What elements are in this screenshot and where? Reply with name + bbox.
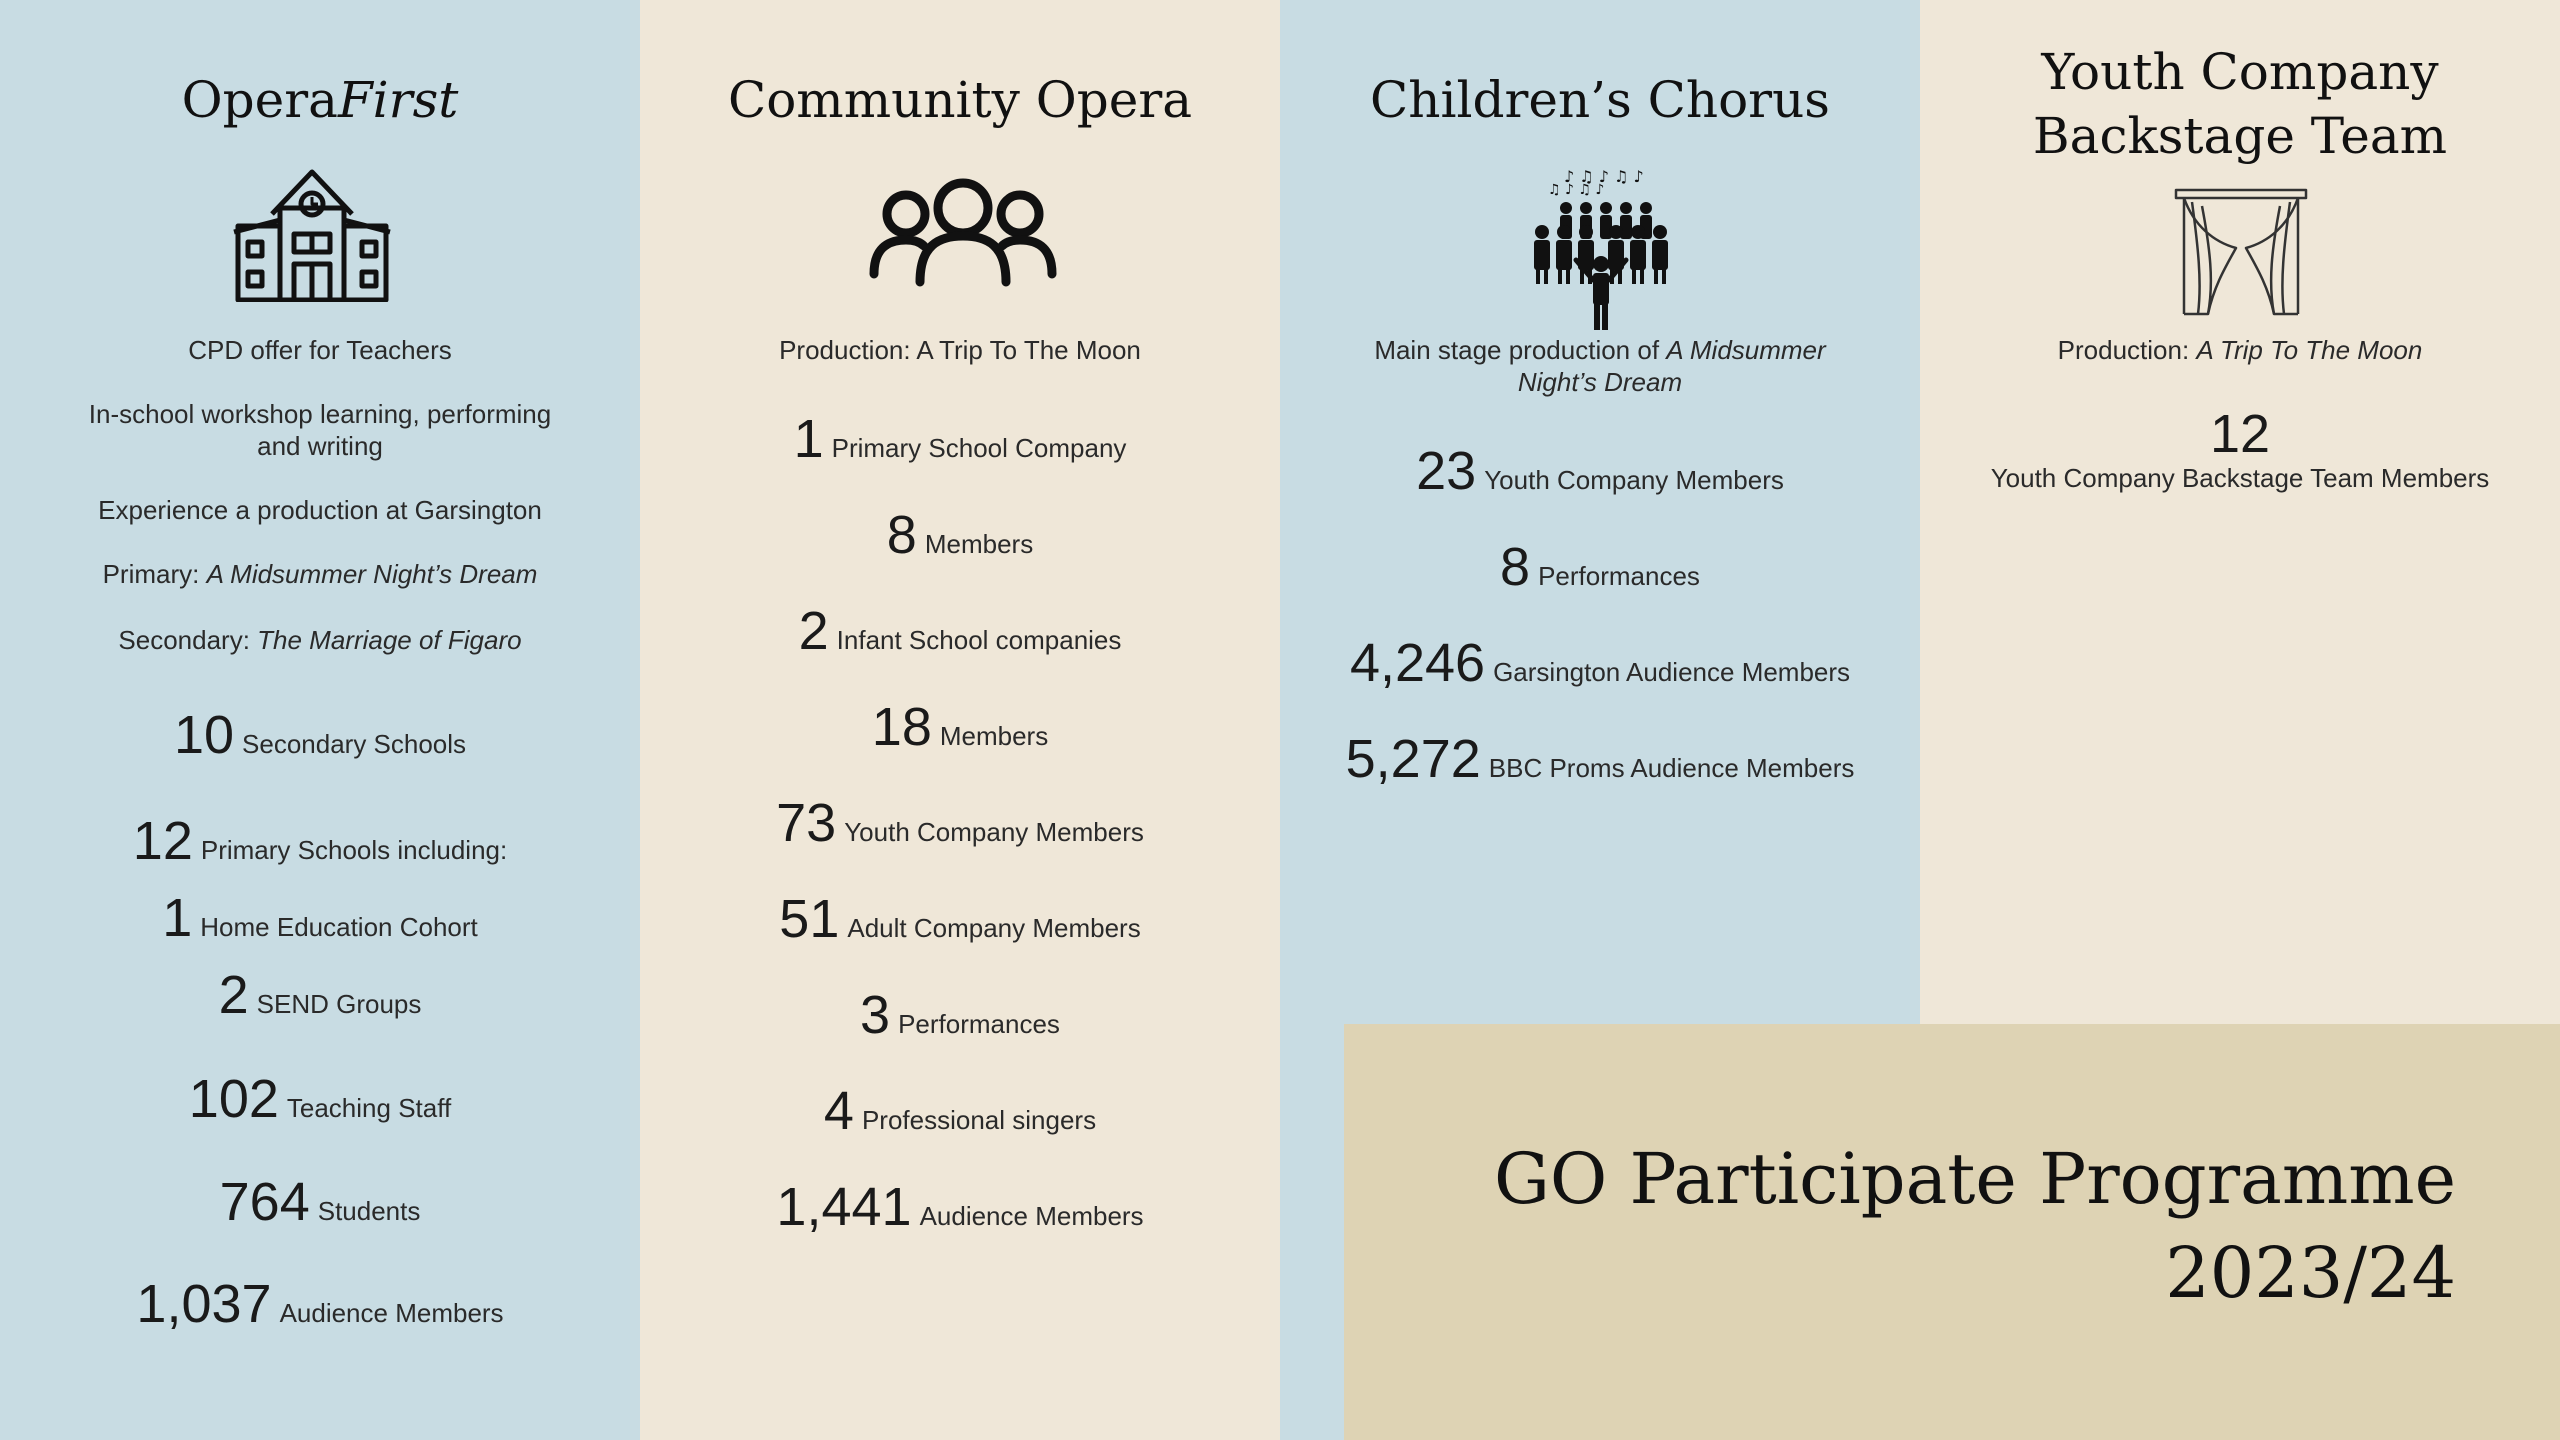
stat-number: 51 xyxy=(779,889,840,949)
workshop-text-line-2: and writing xyxy=(257,431,383,461)
stat-number: 1,441 xyxy=(776,1177,912,1237)
programme-title-line-1: GO Participate Programme xyxy=(1493,1138,2456,1220)
production-title-part-1: A Midsummer xyxy=(1666,335,1826,365)
stat-number: 3 xyxy=(860,985,891,1045)
youth-backstage-heading-line-1: Youth Company xyxy=(2041,43,2439,101)
choir-conductor-icon xyxy=(1526,156,1676,332)
stat-number: 1 xyxy=(793,409,824,469)
stat-number: 2 xyxy=(218,965,249,1025)
stat-number: 1,037 xyxy=(136,1274,272,1334)
cpd-offer-text: CPD offer for Teachers xyxy=(188,335,452,365)
stat-row xyxy=(0,887,640,949)
stat-number: 18 xyxy=(871,697,932,757)
workshop-text-line-1: In-school workshop learning, performing xyxy=(88,399,552,429)
community-opera-column xyxy=(640,0,1280,1440)
production-text xyxy=(1920,334,2560,366)
stat-number: 73 xyxy=(776,793,837,853)
stat-row xyxy=(0,704,640,766)
production-prefix: Production: xyxy=(2057,335,2197,365)
production-text-line-1 xyxy=(1280,334,1920,366)
stat-row xyxy=(640,600,1280,662)
group-people-icon xyxy=(868,176,1058,288)
programme-year: 2023/24 xyxy=(2165,1232,2456,1314)
stat-label: Primary Schools including: xyxy=(200,835,508,865)
stat-number: 2 xyxy=(798,601,829,661)
stat-number: 1 xyxy=(162,888,193,948)
stat-label: Infant School companies xyxy=(836,625,1122,655)
stat-label: Teaching Staff xyxy=(286,1093,452,1123)
stat-row xyxy=(640,1176,1280,1238)
stat-row xyxy=(640,504,1280,566)
opera-first-heading xyxy=(0,68,640,132)
production-title: A Trip To The Moon xyxy=(2196,335,2423,365)
stat-label: Primary School Company xyxy=(831,433,1127,463)
stat-row xyxy=(1280,536,1920,598)
svg-text:♪ ♫ ♪ ♫ ♪: ♪ ♫ ♪ ♫ ♪ xyxy=(1564,167,1644,186)
stat-row xyxy=(0,810,640,872)
youth-backstage-heading-line-2: Backstage Team xyxy=(2032,107,2448,165)
stat-number: 764 xyxy=(219,1172,310,1232)
stat-label: Garsington Audience Members xyxy=(1493,657,1851,687)
stat-label: Home Education Cohort xyxy=(200,912,478,942)
stat-number: 4,246 xyxy=(1349,633,1486,693)
stat-number: 4 xyxy=(823,1081,854,1141)
svg-text:♫ ♪ ♫ ♪: ♫ ♪ ♫ ♪ xyxy=(1548,182,1605,198)
community-opera-heading: Community Opera xyxy=(727,71,1193,129)
production-text: Production: A Trip To The Moon xyxy=(779,335,1141,365)
stat-label: Secondary Schools xyxy=(242,729,467,759)
stat-number: 12 xyxy=(132,811,193,871)
stat-row xyxy=(640,888,1280,950)
stat-number: 102 xyxy=(188,1069,279,1129)
stat-row xyxy=(1280,632,1920,694)
opera-first-title-b: First xyxy=(337,71,459,129)
stat-label: Youth Company Members xyxy=(1484,465,1784,495)
stat-row xyxy=(640,792,1280,854)
stat-number: 8 xyxy=(1500,537,1531,597)
stat-label: Audience Members xyxy=(919,1201,1144,1231)
stage-curtain-icon xyxy=(2174,186,2308,316)
stat-number: 10 xyxy=(173,705,235,765)
opera-first-column xyxy=(0,0,640,1440)
stat-number: 5,272 xyxy=(1345,729,1481,789)
programme-title xyxy=(1494,1132,2456,1320)
stat-row xyxy=(640,984,1280,1046)
stat-label: Professional singers xyxy=(861,1105,1097,1135)
stat-label: Adult Company Members xyxy=(847,913,1141,943)
production-title-part-2: Night’s Dream xyxy=(1517,367,1683,397)
opera-first-title-a: Opera xyxy=(181,71,338,129)
stat-label: Students xyxy=(317,1196,421,1226)
stat-row xyxy=(640,408,1280,470)
stat-row xyxy=(0,1068,640,1130)
stat-label: Performances xyxy=(1538,561,1700,591)
stat-number: 8 xyxy=(886,505,917,565)
secondary-production-title: The Marriage of Figaro xyxy=(257,625,522,655)
stat-number: 23 xyxy=(1416,441,1477,501)
school-building-icon xyxy=(232,168,392,302)
stat-row xyxy=(1280,728,1920,790)
stat-label: Audience Members xyxy=(279,1298,504,1328)
primary-production-title: A Midsummer Night’s Dream xyxy=(206,559,538,589)
stat-row xyxy=(640,1080,1280,1142)
stat-label: Members xyxy=(939,721,1049,751)
stat-row xyxy=(1280,440,1920,502)
primary-production-text xyxy=(0,558,640,590)
stat-label: SEND Groups xyxy=(256,989,422,1019)
stat-label: Performances xyxy=(898,1009,1060,1039)
stat-label: Youth Company Members xyxy=(844,817,1144,847)
stat-label: Members xyxy=(924,529,1034,559)
stat-row xyxy=(640,696,1280,758)
stat-row xyxy=(0,1171,640,1233)
stat-row xyxy=(0,1273,640,1335)
primary-prefix: Primary: xyxy=(102,559,207,589)
childrens-chorus-heading: Children’s Chorus xyxy=(1370,71,1830,129)
backstage-member-count: 12 xyxy=(2209,404,2271,464)
experience-production-text: Experience a production at Garsington xyxy=(98,495,542,525)
stat-row xyxy=(0,964,640,1026)
stat-label: BBC Proms Audience Members xyxy=(1488,753,1855,783)
secondary-production-text xyxy=(0,624,640,656)
production-prefix: Main stage production of xyxy=(1374,335,1667,365)
secondary-prefix: Secondary: xyxy=(118,625,258,655)
backstage-member-label: Youth Company Backstage Team Members xyxy=(1990,463,2490,493)
programme-title-box xyxy=(1344,1024,2560,1440)
